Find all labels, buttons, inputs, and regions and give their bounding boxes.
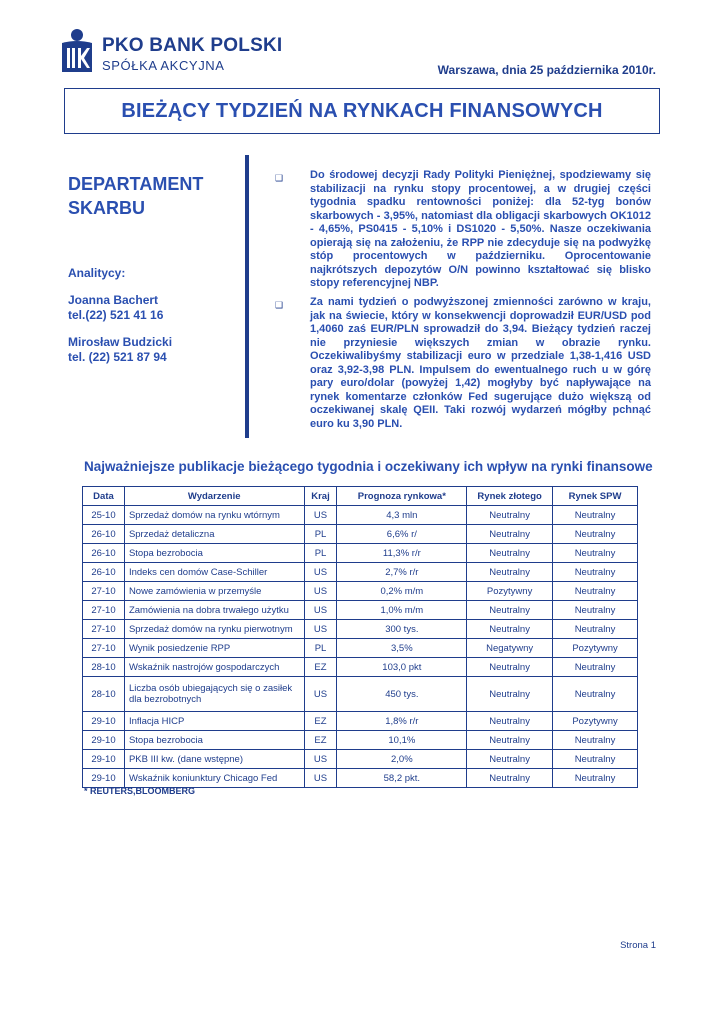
cell-date: 29-10 bbox=[83, 731, 125, 750]
cell-country: US bbox=[304, 750, 337, 769]
cell-forecast: 2,7% r/r bbox=[337, 563, 467, 582]
cell-forecast: 1,8% r/r bbox=[337, 712, 467, 731]
cell-date: 29-10 bbox=[83, 712, 125, 731]
pko-logo-icon bbox=[60, 28, 94, 74]
cell-date: 27-10 bbox=[83, 601, 125, 620]
cell-forecast: 58,2 pkt. bbox=[337, 769, 467, 788]
table-row bbox=[83, 731, 638, 750]
department-name: DEPARTAMENT SKARBU bbox=[68, 174, 204, 218]
cell-date: 27-10 bbox=[83, 582, 125, 601]
table-row bbox=[83, 601, 638, 620]
table-row bbox=[83, 750, 638, 769]
table-row bbox=[83, 658, 638, 677]
table-title: Najważniejsze publikacje bieżącego tygodnia i oczekiwany ich wpływ na rynki finansowe bbox=[84, 459, 653, 474]
cell-bond-impact: Neutralny bbox=[553, 525, 638, 544]
cell-event: Sprzedaż domów na rynku pierwotnym bbox=[124, 620, 304, 639]
cell-country: US bbox=[304, 563, 337, 582]
cell-pln-impact: Neutralny bbox=[467, 750, 553, 769]
cell-pln-impact: Pozytywny bbox=[467, 582, 553, 601]
cell-forecast: 0,2% m/m bbox=[337, 582, 467, 601]
bullet-icon: ❑ bbox=[275, 173, 284, 183]
col-header-pln-market: Rynek złotego bbox=[467, 487, 553, 506]
table-row bbox=[83, 582, 638, 601]
cell-date: 26-10 bbox=[83, 544, 125, 563]
cell-bond-impact: Neutralny bbox=[553, 769, 638, 788]
cell-forecast: 2,0% bbox=[337, 750, 467, 769]
cell-event: Sprzedaż detaliczna bbox=[124, 525, 304, 544]
cell-country: US bbox=[304, 677, 337, 712]
cell-date: 28-10 bbox=[83, 658, 125, 677]
analyst-name: Mirosław Budzicki bbox=[68, 335, 173, 349]
cell-bond-impact: Neutralny bbox=[553, 620, 638, 639]
table-row bbox=[83, 544, 638, 563]
cell-date: 28-10 bbox=[83, 677, 125, 712]
cell-pln-impact: Neutralny bbox=[467, 769, 553, 788]
cell-date: 27-10 bbox=[83, 639, 125, 658]
cell-bond-impact: Neutralny bbox=[553, 506, 638, 525]
publications-table bbox=[82, 486, 638, 788]
cell-forecast: 300 tys. bbox=[337, 620, 467, 639]
cell-pln-impact: Neutralny bbox=[467, 544, 553, 563]
table-row bbox=[83, 563, 638, 582]
cell-bond-impact: Neutralny bbox=[553, 601, 638, 620]
cell-event: Stopa bezrobocia bbox=[124, 731, 304, 750]
page-title: BIEŻĄCY TYDZIEŃ NA RYNKACH FINANSOWYCH bbox=[121, 99, 603, 122]
col-header-bond-market: Rynek SPW bbox=[553, 487, 638, 506]
logo-subtitle: SPÓŁKA AKCYJNA bbox=[102, 58, 225, 73]
cell-forecast: 10,1% bbox=[337, 731, 467, 750]
paragraph-rates: Do środowej decyzji Rady Polityki Pieniężnej, spodziewamy się stabilizacji na rynku stopy procentowej, a w drugiej części tygodnia spadku rentowności poniżej: dla 52-tyg bonów skarbowych - 3,95%, natomiast dla obligacji skarbowych OK1012 - 4,65%, PS0415 - 5,10% i DS1020 - 5,50%. Nasze oczekiwania opierają się na założeniu, że RPP nie zdecyduje się na podwyżkę stóp procentowych w październiku. Oprocentowanie najkrótszych depozytów O/N powinno kształtować się blisko stopy referencyjnej NBP. bbox=[310, 169, 651, 289]
cell-pln-impact: Negatywny bbox=[467, 639, 553, 658]
cell-country: US bbox=[304, 620, 337, 639]
cell-country: EZ bbox=[304, 731, 337, 750]
table-header-row bbox=[83, 487, 638, 506]
analyst-phone: tel.(22) 521 41 16 bbox=[68, 308, 164, 322]
divider-bar bbox=[245, 155, 249, 438]
cell-pln-impact: Neutralny bbox=[467, 620, 553, 639]
cell-forecast: 103,0 pkt bbox=[337, 658, 467, 677]
cell-event: Stopa bezrobocia bbox=[124, 544, 304, 563]
cell-event: Wynik posiedzenie RPP bbox=[124, 639, 304, 658]
col-header-forecast: Prognoza rynkowa* bbox=[337, 487, 467, 506]
cell-date: 25-10 bbox=[83, 506, 125, 525]
logo bbox=[60, 28, 282, 74]
cell-bond-impact: Neutralny bbox=[553, 563, 638, 582]
cell-pln-impact: Neutralny bbox=[467, 658, 553, 677]
cell-pln-impact: Neutralny bbox=[467, 506, 553, 525]
cell-bond-impact: Neutralny bbox=[553, 731, 638, 750]
logo-name: PKO BANK POLSKI bbox=[102, 35, 283, 56]
cell-bond-impact: Neutralny bbox=[553, 677, 638, 712]
cell-date: 29-10 bbox=[83, 769, 125, 788]
table-row bbox=[83, 525, 638, 544]
cell-forecast: 11,3% r/r bbox=[337, 544, 467, 563]
cell-forecast: 3,5% bbox=[337, 639, 467, 658]
cell-bond-impact: Neutralny bbox=[553, 658, 638, 677]
cell-country: EZ bbox=[304, 658, 337, 677]
table-row bbox=[83, 639, 638, 658]
cell-date: 26-10 bbox=[83, 563, 125, 582]
cell-country: EZ bbox=[304, 712, 337, 731]
cell-bond-impact: Neutralny bbox=[553, 750, 638, 769]
cell-forecast: 450 tys. bbox=[337, 677, 467, 712]
cell-forecast: 1,0% m/m bbox=[337, 601, 467, 620]
cell-country: US bbox=[304, 769, 337, 788]
cell-pln-impact: Neutralny bbox=[467, 731, 553, 750]
cell-date: 29-10 bbox=[83, 750, 125, 769]
cell-forecast: 6,6% r/ bbox=[337, 525, 467, 544]
cell-pln-impact: Neutralny bbox=[467, 525, 553, 544]
cell-event: Zamówienia na dobra trwałego użytku bbox=[124, 601, 304, 620]
analysts-label: Analitycy: bbox=[68, 266, 126, 280]
document-date: Warszawa, dnia 25 października 2010r. bbox=[437, 63, 656, 77]
cell-date: 27-10 bbox=[83, 620, 125, 639]
cell-country: PL bbox=[304, 525, 337, 544]
cell-bond-impact: Pozytywny bbox=[553, 712, 638, 731]
table-row bbox=[83, 769, 638, 788]
cell-pln-impact: Neutralny bbox=[467, 601, 553, 620]
analyst-phone: tel. (22) 521 87 94 bbox=[68, 350, 167, 364]
col-header-country: Kraj bbox=[304, 487, 337, 506]
cell-event: Sprzedaż domów na rynku wtórnym bbox=[124, 506, 304, 525]
cell-country: US bbox=[304, 601, 337, 620]
col-header-date: Data bbox=[83, 487, 125, 506]
table-row bbox=[83, 712, 638, 731]
cell-country: US bbox=[304, 506, 337, 525]
cell-event: PKB III kw. (dane wstępne) bbox=[124, 750, 304, 769]
page-number: Strona 1 bbox=[620, 940, 656, 951]
cell-date: 26-10 bbox=[83, 525, 125, 544]
cell-pln-impact: Neutralny bbox=[467, 563, 553, 582]
col-header-event: Wydarzenie bbox=[124, 487, 304, 506]
cell-event: Liczba osób ubiegających się o zasiłek dla bezrobotnych bbox=[124, 677, 304, 712]
cell-bond-impact: Pozytywny bbox=[553, 639, 638, 658]
table-row bbox=[83, 677, 638, 712]
analyst-name: Joanna Bachert bbox=[68, 293, 159, 307]
cell-country: PL bbox=[304, 544, 337, 563]
table-row bbox=[83, 506, 638, 525]
cell-pln-impact: Neutralny bbox=[467, 677, 553, 712]
cell-bond-impact: Neutralny bbox=[553, 582, 638, 601]
cell-event: Inflacja HICP bbox=[124, 712, 304, 731]
cell-pln-impact: Neutralny bbox=[467, 712, 553, 731]
cell-forecast: 4,3 mln bbox=[337, 506, 467, 525]
data-source-note: * REUTERS,BLOOMBERG bbox=[84, 786, 196, 796]
paragraph-fx: Za nami tydzień o podwyższonej zmienności zarówno w kraju, jak na świecie, który w konsekwencji doprowadził EUR/USD pod 1,4060 zaś EUR/PLN sprowadził do 3,94. Bieżący tydzień raczej nie przyniesie większych zmian w obrazie rynku. Oczekiwalibyśmy stabilizacji euro w przedziale 1,38-1,416 USD oraz 3,92-3,98 PLN. Impulsem do ewentualnego ruch u w górę pary euro/dolar (powyżej 1,42) mogłyby być napływające na rynek komentarze członków Fed sugerujące dużo większą od oczekiwanej skalę QEII. Taki rozwój wydarzeń mógłby pchnąć euro ku 3,90 PLN. bbox=[310, 296, 651, 430]
cell-event: Wskaźnik nastrojów gospodarczych bbox=[124, 658, 304, 677]
title-box bbox=[64, 88, 660, 134]
cell-bond-impact: Neutralny bbox=[553, 544, 638, 563]
cell-country: US bbox=[304, 582, 337, 601]
bullet-icon: ❑ bbox=[275, 300, 284, 310]
cell-country: PL bbox=[304, 639, 337, 658]
cell-event: Nowe zamówienia w przemyśle bbox=[124, 582, 304, 601]
table-row bbox=[83, 620, 638, 639]
cell-event: Indeks cen domów Case-Schiller bbox=[124, 563, 304, 582]
cell-event: Wskaźnik koniunktury Chicago Fed bbox=[124, 769, 304, 788]
